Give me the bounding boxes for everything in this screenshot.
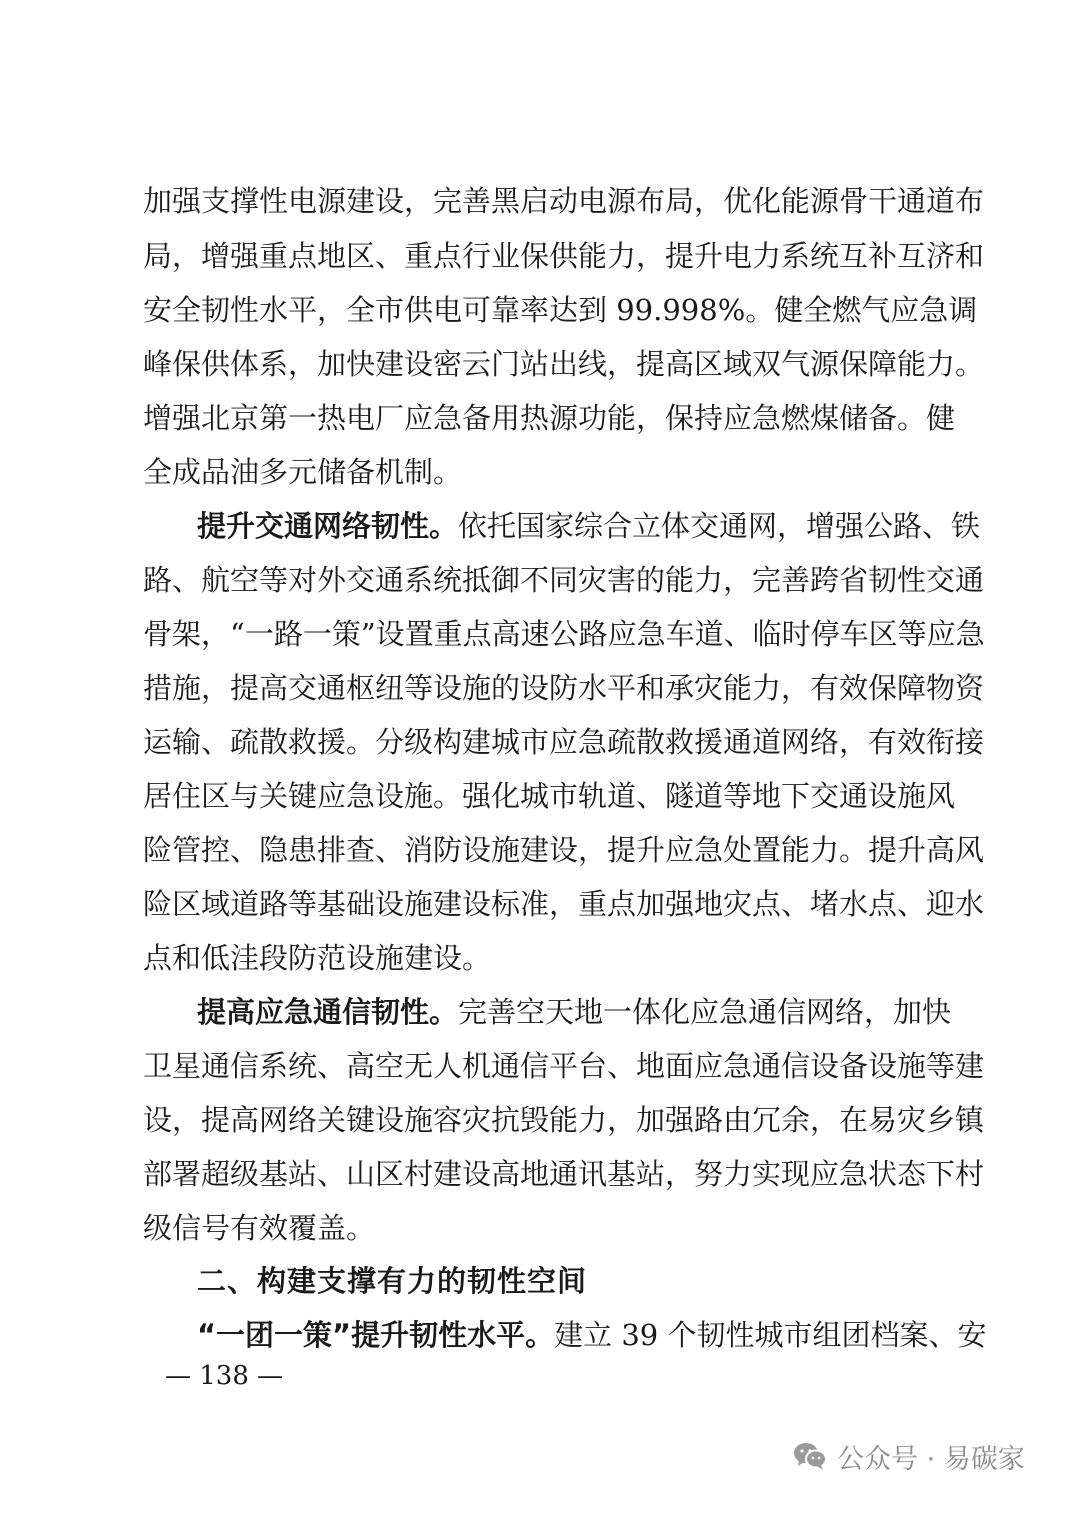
paragraph-line: 卫星通信系统、高空无人机通信平台、地面应急通信设备设施等建 <box>143 1049 985 1083</box>
paragraph-text: 建立 39 个韧性城市组团档案、安 <box>554 1318 987 1352</box>
paragraph-line: 险区域道路等基础设施建设标准，重点加强地灾点、堵水点、迎水 <box>143 887 985 921</box>
paragraph-line: 运输、疏散救援。分级构建城市应急疏散救援通道网络，有效衔接 <box>143 725 985 759</box>
paragraph-line: 路、航空等对外交通系统抵御不同灾害的能力，完善跨省韧性交通 <box>143 563 985 597</box>
paragraph-line: 骨架，“一路一策”设置重点高速公路应急车道、临时停车区等应急 <box>143 617 985 651</box>
paragraph-first-line <box>197 509 981 543</box>
wechat-icon <box>793 1441 827 1471</box>
paragraph-line: 措施，提高交通枢纽等设施的设防水平和承灾能力，有效保障物资 <box>143 671 985 705</box>
paragraph-line: 级信号有效覆盖。 <box>143 1211 376 1245</box>
paragraph-line: 加强支撑性电源建设，完善黑启动电源布局，优化能源骨干通道布 <box>143 184 985 218</box>
paragraph-text: 依托国家综合立体交通网，增强公路、铁 <box>458 509 981 543</box>
paragraph-line: 点和低洼段防范设施建设。 <box>143 941 492 975</box>
paragraph-line: 安全韧性水平，全市供电可靠率达到 99.998%。健全燃气应急调 <box>143 293 978 327</box>
watermark <box>793 1436 1025 1476</box>
paragraph-text: 完善空天地一体化应急通信网络，加快 <box>458 995 952 1029</box>
paragraph-line: 增强北京第一热电厂应急备用热源功能，保持应急燃煤储备。健 <box>143 401 956 435</box>
paragraph-line: 居住区与关键应急设施。强化城市轨道、隧道等地下交通设施风 <box>143 779 956 813</box>
paragraph-line: 全成品油多元储备机制。 <box>143 455 463 489</box>
page-number: — 138 — <box>165 1361 284 1391</box>
paragraph-line: 险管控、隐患排查、消防设施建设，提升应急处置能力。提升高风 <box>143 833 985 867</box>
paragraph-first-line <box>197 995 952 1029</box>
paragraph-line: 部署超级基站、山区村建设高地通讯基站，努力实现应急状态下村 <box>143 1157 985 1191</box>
paragraph-lead: “一团一策”提升韧性水平。 <box>197 1318 555 1352</box>
watermark-text: 公众号 · 易碳家 <box>837 1443 1025 1475</box>
section-heading: 二、构建支撑有力的韧性空间 <box>197 1264 588 1298</box>
paragraph-line: 设，提高网络关键设施容灾抗毁能力，加强路由冗余，在易灾乡镇 <box>143 1103 985 1137</box>
paragraph-lead: 提升交通网络韧性。 <box>197 509 459 543</box>
paragraph-first-line <box>197 1318 987 1352</box>
paragraph-lead: 提高应急通信韧性。 <box>197 995 459 1029</box>
paragraph-line: 峰保供体系，加快建设密云门站出线，提高区域双气源保障能力。 <box>143 347 985 381</box>
paragraph-line: 局，增强重点地区、重点行业保供能力，提升电力系统互补互济和 <box>143 239 985 273</box>
